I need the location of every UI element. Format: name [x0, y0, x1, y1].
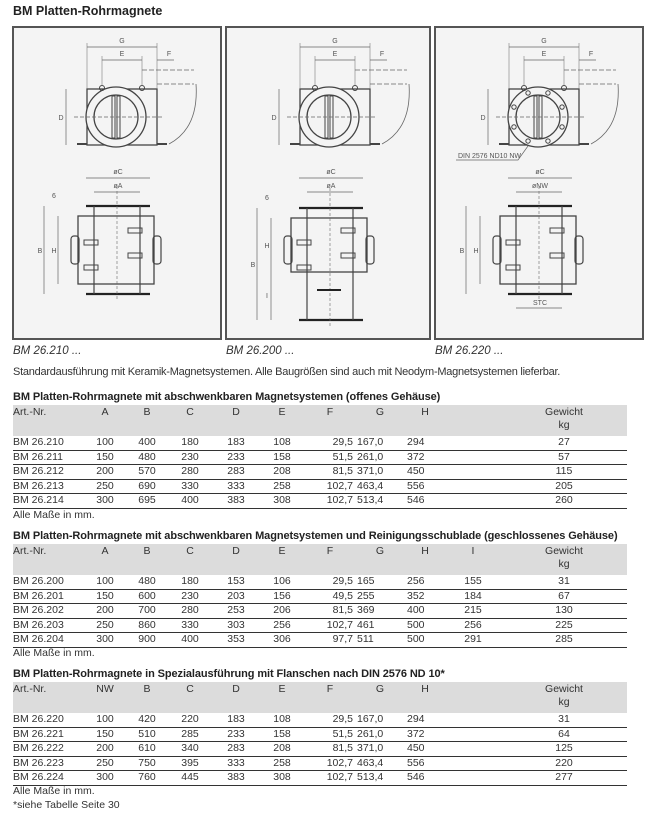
table-cell: 208	[259, 465, 305, 480]
spec-table-open-housing	[13, 405, 627, 509]
table-cell: 513,4	[355, 494, 405, 509]
dimension-label-h: H	[51, 248, 57, 255]
dimension-label-d: D	[58, 115, 64, 122]
column-header: G	[355, 405, 405, 436]
intro-text: Standardausführung mit Keramik-Magnetsystemen. Alle Baugrößen sind auch mit Neodym-Magnetsystemen lieferbar.	[13, 366, 561, 378]
table-cell	[445, 436, 501, 450]
table-cell: 330	[167, 479, 213, 494]
article-number-cell: BM 26.201	[13, 589, 83, 604]
table-cell: 294	[405, 436, 445, 450]
dimension-label-d: D	[480, 115, 486, 122]
table-cell: 215	[445, 604, 501, 619]
table-cell: 610	[127, 742, 167, 757]
column-header: G	[355, 544, 405, 575]
table-cell: 51,5	[305, 727, 355, 742]
table-cell: 261,0	[355, 450, 405, 465]
spec-table-closed-housing	[13, 544, 627, 648]
column-header: Art.-Nr.	[13, 682, 83, 713]
table-row	[13, 771, 627, 786]
table-cell: 330	[167, 618, 213, 633]
table-cell: 233	[213, 450, 259, 465]
table-row	[13, 494, 627, 509]
column-header: Art.-Nr.	[13, 405, 83, 436]
column-header: D	[213, 682, 259, 713]
dimension-label-e: E	[332, 51, 338, 58]
dimension-label-g: G	[119, 38, 125, 45]
table-cell: 167,0	[355, 713, 405, 727]
table-cell: 205	[501, 479, 627, 494]
table-cell: 156	[259, 589, 305, 604]
table-cell: 400	[127, 436, 167, 450]
dimension-label-b: B	[250, 262, 256, 269]
drawing-caption: BM 26.200 ...	[226, 345, 295, 357]
column-header: C	[167, 544, 213, 575]
table-cell: 102,7	[305, 771, 355, 786]
table-cell: 253	[213, 604, 259, 619]
table-cell	[445, 450, 501, 465]
table-cell	[445, 494, 501, 509]
column-header-weight	[501, 544, 627, 575]
table-cell: 51,5	[305, 450, 355, 465]
table-cell: 165	[355, 575, 405, 589]
swing-arc	[591, 84, 618, 144]
table-cell: 750	[127, 756, 167, 771]
column-header	[445, 682, 501, 713]
column-header: E	[259, 544, 305, 575]
section-title: BM Platten-Rohrmagnete in Spezialausführung mit Flanschen nach DIN 2576 ND 10*	[13, 668, 445, 680]
table-cell: 383	[213, 494, 259, 509]
table-cell	[445, 771, 501, 786]
table-cell: 167,0	[355, 436, 405, 450]
table-cell: 106	[259, 575, 305, 589]
column-header: D	[213, 544, 259, 575]
column-header: E	[259, 682, 305, 713]
table-cell: 125	[501, 742, 627, 757]
table-cell: 450	[405, 465, 445, 480]
table-cell: 100	[83, 713, 127, 727]
table-cell: 400	[167, 494, 213, 509]
table-cell	[445, 742, 501, 757]
table-cell: 277	[501, 771, 627, 786]
table-footnote: *siehe Tabelle Seite 30	[13, 799, 120, 811]
dimension-label-b: B	[459, 248, 465, 255]
clamp	[297, 240, 311, 245]
table-cell: 291	[445, 633, 501, 648]
technical-drawing-closed-housing	[227, 28, 429, 338]
article-number-cell: BM 26.204	[13, 633, 83, 648]
table-cell: 900	[127, 633, 167, 648]
table-cell: 556	[405, 756, 445, 771]
table-cell: 371,0	[355, 465, 405, 480]
swing-arc	[169, 84, 196, 144]
flange-standard-label: DIN 2576 ND10 NW	[458, 153, 522, 160]
dimension-label-c: øC	[113, 169, 123, 176]
column-header: G	[355, 682, 405, 713]
table-cell: 395	[167, 756, 213, 771]
table-cell: 383	[213, 771, 259, 786]
table-cell: 29,5	[305, 713, 355, 727]
drawing-frame-bm-26-210	[12, 26, 222, 340]
column-header: B	[127, 544, 167, 575]
article-number-cell: BM 26.202	[13, 604, 83, 619]
table-cell: 100	[83, 575, 127, 589]
table-cell: 308	[259, 771, 305, 786]
dimension-label-stc: STC	[533, 300, 547, 307]
table-cell: 760	[127, 771, 167, 786]
table-cell: 306	[259, 633, 305, 648]
table-cell: 283	[213, 465, 259, 480]
table-cell: 31	[501, 575, 627, 589]
table-row	[13, 479, 627, 494]
table-cell: 256	[445, 618, 501, 633]
hinge	[140, 86, 145, 91]
dimension-label-f: F	[379, 51, 385, 58]
table-cell: 420	[127, 713, 167, 727]
housing-side	[78, 216, 154, 284]
table-cell: 250	[83, 618, 127, 633]
table-cell: 180	[167, 575, 213, 589]
table-cell: 230	[167, 589, 213, 604]
column-header: F	[305, 682, 355, 713]
table-cell: 461	[355, 618, 405, 633]
technical-drawing-open-housing	[14, 28, 220, 338]
table-cell: 372	[405, 450, 445, 465]
table-cell: 102,7	[305, 494, 355, 509]
table-cell: 546	[405, 771, 445, 786]
table-cell: 81,5	[305, 604, 355, 619]
table-cell: 153	[213, 575, 259, 589]
table-row	[13, 465, 627, 480]
page-title: BM Platten-Rohrmagnete	[13, 4, 163, 18]
table-cell: 260	[501, 494, 627, 509]
column-header: B	[127, 405, 167, 436]
table-cell: 369	[355, 604, 405, 619]
dimension-label-flange-height: 6	[265, 195, 269, 202]
table-cell: 200	[83, 604, 127, 619]
table-cell: 570	[127, 465, 167, 480]
table-row	[13, 575, 627, 589]
table-cell: 556	[405, 479, 445, 494]
table-cell: 500	[405, 633, 445, 648]
column-header: C	[167, 682, 213, 713]
table-cell: 183	[213, 713, 259, 727]
table-cell: 97,7	[305, 633, 355, 648]
table-cell: 463,4	[355, 479, 405, 494]
article-number-cell: BM 26.200	[13, 575, 83, 589]
article-number-cell: BM 26.221	[13, 727, 83, 742]
table-cell: 115	[501, 465, 627, 480]
table-cell: 280	[167, 604, 213, 619]
housing-side	[500, 216, 576, 284]
column-header: C	[167, 405, 213, 436]
table-row	[13, 727, 627, 742]
article-number-cell: BM 26.223	[13, 756, 83, 771]
dimension-label-c: øC	[326, 169, 336, 176]
table-cell: 400	[405, 604, 445, 619]
table-cell: 371,0	[355, 742, 405, 757]
table-cell	[445, 756, 501, 771]
table-row	[13, 589, 627, 604]
table-cell: 860	[127, 618, 167, 633]
column-header	[445, 405, 501, 436]
dimension-label-a: øA	[113, 183, 123, 190]
column-header: B	[127, 682, 167, 713]
table-cell: 400	[167, 633, 213, 648]
column-header: A	[83, 544, 127, 575]
table-note: Alle Maße in mm.	[13, 509, 95, 521]
table-cell: 184	[445, 589, 501, 604]
table-cell: 285	[167, 727, 213, 742]
table-cell: 200	[83, 742, 127, 757]
table-cell: 225	[501, 618, 627, 633]
technical-drawing-flanged	[436, 28, 642, 338]
hinge	[353, 86, 358, 91]
column-header: H	[405, 682, 445, 713]
table-cell: 300	[83, 633, 127, 648]
table-row	[13, 604, 627, 619]
table-cell: 511	[355, 633, 405, 648]
table-cell: 49,5	[305, 589, 355, 604]
table-cell: 510	[127, 727, 167, 742]
drawing-frame-bm-26-220	[434, 26, 644, 340]
table-cell: 208	[259, 742, 305, 757]
table-cell: 180	[167, 436, 213, 450]
column-header: NW	[83, 682, 127, 713]
column-header: I	[445, 544, 501, 575]
table-cell: 600	[127, 589, 167, 604]
table-cell: 102,7	[305, 618, 355, 633]
article-number-cell: BM 26.224	[13, 771, 83, 786]
table-cell: 258	[259, 756, 305, 771]
article-number-cell: BM 26.222	[13, 742, 83, 757]
column-header: F	[305, 544, 355, 575]
dimension-label-e: E	[541, 51, 547, 58]
article-number-cell: BM 26.203	[13, 618, 83, 633]
dimension-label-h: H	[473, 248, 479, 255]
clamp	[84, 265, 98, 270]
table-cell: 203	[213, 589, 259, 604]
table-note: Alle Maße in mm.	[13, 785, 95, 797]
dimension-label-a: øA	[326, 183, 336, 190]
table-cell: 690	[127, 479, 167, 494]
table-cell: 333	[213, 756, 259, 771]
clamp	[84, 240, 98, 245]
dimension-label-a: øNW	[532, 183, 548, 190]
table-cell: 155	[445, 575, 501, 589]
table-row	[13, 756, 627, 771]
table-cell: 200	[83, 465, 127, 480]
table-cell: 31	[501, 713, 627, 727]
column-header: F	[305, 405, 355, 436]
table-cell: 250	[83, 756, 127, 771]
table-cell: 513,4	[355, 771, 405, 786]
table-cell: 294	[405, 713, 445, 727]
column-header: Art.-Nr.	[13, 544, 83, 575]
dimension-label-d: D	[271, 115, 277, 122]
table-cell: 480	[127, 450, 167, 465]
table-cell	[445, 465, 501, 480]
table-cell	[445, 479, 501, 494]
article-number-cell: BM 26.210	[13, 436, 83, 450]
dimension-label-f: F	[588, 51, 594, 58]
table-cell: 230	[167, 450, 213, 465]
table-cell: 450	[405, 742, 445, 757]
table-cell: 102,7	[305, 479, 355, 494]
table-cell: 445	[167, 771, 213, 786]
swing-arc	[382, 84, 409, 144]
table-cell: 546	[405, 494, 445, 509]
column-header-weight-label: Gewicht	[545, 683, 583, 695]
table-cell: 67	[501, 589, 627, 604]
table-cell: 130	[501, 604, 627, 619]
column-header: H	[405, 405, 445, 436]
table-cell: 353	[213, 633, 259, 648]
table-cell: 64	[501, 727, 627, 742]
table-cell	[445, 713, 501, 727]
column-header-weight-label: Gewicht	[545, 406, 583, 418]
drawing-caption: BM 26.210 ...	[13, 345, 82, 357]
table-note: Alle Maße in mm.	[13, 647, 95, 659]
section-title: BM Platten-Rohrmagnete mit abschwenkbaren Magnetsystemen (offenes Gehäuse)	[13, 391, 441, 403]
table-cell: 233	[213, 727, 259, 742]
table-cell: 150	[83, 450, 127, 465]
table-cell: 183	[213, 436, 259, 450]
spec-table-flanged	[13, 682, 627, 786]
table-cell: 57	[501, 450, 627, 465]
table-cell: 150	[83, 727, 127, 742]
table-cell: 283	[213, 742, 259, 757]
table-cell: 340	[167, 742, 213, 757]
column-header-weight	[501, 405, 627, 436]
column-header: D	[213, 405, 259, 436]
table-cell: 220	[501, 756, 627, 771]
table-cell: 352	[405, 589, 445, 604]
article-number-cell: BM 26.211	[13, 450, 83, 465]
dimension-label-h: H	[264, 243, 270, 250]
table-cell: 108	[259, 436, 305, 450]
table-cell: 300	[83, 494, 127, 509]
table-row	[13, 713, 627, 727]
table-cell: 463,4	[355, 756, 405, 771]
column-header: E	[259, 405, 305, 436]
clamp	[297, 265, 311, 270]
table-cell: 256	[405, 575, 445, 589]
table-header-row	[13, 682, 627, 713]
dimension-label-g: G	[332, 38, 338, 45]
table-cell: 256	[259, 618, 305, 633]
dimension-label-c: øC	[535, 169, 545, 176]
table-cell: 150	[83, 589, 127, 604]
section-title: BM Platten-Rohrmagnete mit abschwenkbaren Magnetsystemen und Reinigungsschublade (geschlossenes Gehäuse)	[13, 530, 618, 542]
table-cell: 500	[405, 618, 445, 633]
article-number-cell: BM 26.213	[13, 479, 83, 494]
table-cell: 81,5	[305, 465, 355, 480]
table-cell: 308	[259, 494, 305, 509]
table-cell: 480	[127, 575, 167, 589]
table-row	[13, 436, 627, 450]
table-cell: 695	[127, 494, 167, 509]
column-header-weight	[501, 682, 627, 713]
table-cell: 303	[213, 618, 259, 633]
table-cell: 158	[259, 727, 305, 742]
table-cell: 27	[501, 436, 627, 450]
table-cell: 81,5	[305, 742, 355, 757]
table-cell: 102,7	[305, 756, 355, 771]
table-cell: 280	[167, 465, 213, 480]
article-number-cell: BM 26.214	[13, 494, 83, 509]
table-cell: 258	[259, 479, 305, 494]
column-header: A	[83, 405, 127, 436]
clamp	[506, 265, 520, 270]
article-number-cell: BM 26.212	[13, 465, 83, 480]
column-header-weight-unit: kg	[558, 696, 570, 708]
drawing-frame-bm-26-200	[225, 26, 431, 340]
table-cell: 255	[355, 589, 405, 604]
article-number-cell: BM 26.220	[13, 713, 83, 727]
table-row	[13, 633, 627, 648]
column-header: H	[405, 544, 445, 575]
dimension-label-i: I	[266, 293, 268, 300]
dimension-label-b: B	[37, 248, 43, 255]
table-cell	[445, 727, 501, 742]
table-cell: 100	[83, 436, 127, 450]
table-cell: 29,5	[305, 575, 355, 589]
table-cell: 261,0	[355, 727, 405, 742]
dimension-label-e: E	[119, 51, 125, 58]
table-cell: 158	[259, 450, 305, 465]
dimension-label-g: G	[541, 38, 547, 45]
table-cell: 285	[501, 633, 627, 648]
table-cell: 220	[167, 713, 213, 727]
clamp	[506, 240, 520, 245]
column-header-weight-unit: kg	[558, 558, 570, 570]
hinge	[562, 86, 567, 91]
table-header-row	[13, 405, 627, 436]
table-row	[13, 742, 627, 757]
table-cell: 700	[127, 604, 167, 619]
table-cell: 29,5	[305, 436, 355, 450]
table-header-row	[13, 544, 627, 575]
column-header-weight-unit: kg	[558, 419, 570, 431]
table-cell: 372	[405, 727, 445, 742]
table-row	[13, 450, 627, 465]
drawing-caption: BM 26.220 ...	[435, 345, 504, 357]
dimension-label-flange-height: 6	[52, 193, 56, 200]
table-cell: 300	[83, 771, 127, 786]
dimension-label-f: F	[166, 51, 172, 58]
table-cell: 333	[213, 479, 259, 494]
table-cell: 206	[259, 604, 305, 619]
column-header-weight-label: Gewicht	[545, 545, 583, 557]
table-row	[13, 618, 627, 633]
table-cell: 108	[259, 713, 305, 727]
table-cell: 250	[83, 479, 127, 494]
